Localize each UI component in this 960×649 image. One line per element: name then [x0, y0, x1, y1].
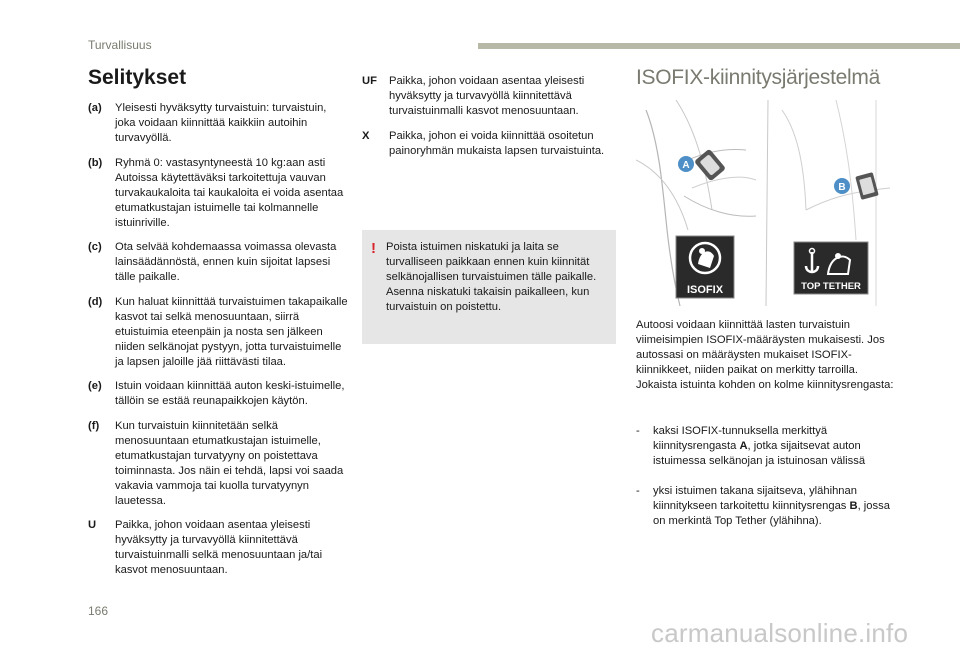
anchor-label-a: A	[739, 440, 748, 452]
anchor-ring-list	[636, 424, 898, 544]
chapter-title: Turvallisuus	[88, 38, 152, 52]
definition-item	[88, 518, 350, 578]
definition-item	[88, 101, 350, 146]
list-item	[636, 424, 898, 469]
warning-box	[362, 230, 616, 344]
definition-text: Kun turvaistuin kiinnitetään selkä menosuuntaan etumatkustajan istuimelle, etumatkustajan turvatyyny on poistettava toiminnasta. Jos näin ei tehdä, lapsi voi saada vakavia vammoja tai kuolla turvatyynyn lauetessa.	[115, 419, 344, 507]
definition-text: Kun haluat kiinnittää turvaistuimen takapaikalle kasvot tai selkä menosuuntaan, siirrä etuistuimia eteenpäin ja nosta sen jälkeen niiden selkänojat pystyyn, jotta turvaistuimelle ja lapsen jaloille jää riittävästi tilaa.	[115, 295, 348, 368]
definition-text: Paikka, johon voidaan asentaa yleisesti hyväksytty ja turvavyöllä kiinnitettävä turvaistuinmalli kasvot menosuuntaan.	[389, 75, 585, 117]
definition-key: X	[362, 130, 370, 142]
header-bar	[478, 43, 960, 49]
definition-key: U	[88, 519, 97, 531]
top-tether-badge	[794, 242, 868, 294]
definition-text: Yleisesti hyväksytty turvaistuin: turvaistuin, joka voidaan kiinnittää kaikkiin autoihin turvavyöllä.	[115, 102, 327, 144]
definition-key: UF	[362, 75, 377, 87]
definitions-list	[88, 101, 350, 588]
isofix-title: ISOFIX-kiinnitysjärjestelmä	[636, 66, 880, 89]
definition-item	[88, 240, 350, 285]
isofix-description: Autoosi voidaan kiinnittää lasten turvaistuin viimeisimpien ISOFIX-määräysten mukaisesti. Jos autossasi on määräysten mukaiset ISOFIX-kiinnikkeet, niiden paikat on merkitty tarroilla. Jokaista istuinta kohden on kolme kiinnitysrengasta:	[636, 319, 894, 391]
definition-item	[88, 419, 350, 509]
definition-item	[88, 379, 350, 409]
top-tether-badge-label: TOP TETHER	[801, 281, 861, 292]
definition-item	[88, 156, 350, 231]
definition-item	[362, 74, 612, 119]
definition-text: Paikka, johon voidaan asentaa yleisesti hyväksytty ja turvavyöllä kiinnitettävä turvaistuinmalli selkä menosuuntaan ja/tai kasvot menosuuntaan.	[115, 519, 323, 576]
isofix-badge-label: ISOFIX	[686, 284, 724, 296]
definitions-list-continued	[362, 74, 612, 169]
marker-b-label: B	[838, 182, 846, 193]
watermark: carmanualsonline.info	[651, 618, 909, 648]
isofix-badge	[676, 236, 734, 298]
warning-text: Poista istuimen niskatuki ja laita se turvalliseen paikkaan ennen kuin kiinnität selkänojallisen turvaistuimen tälle paikalle.	[386, 241, 597, 283]
definition-key: (a)	[88, 102, 102, 114]
definition-text: Ryhmä 0: vastasyntyneestä 10 kg:aan asti Autoissa käytettäväksi tarkoitettuja vauvan turvakaukaloita tai kaukaloita ei voida asentaa etumatkustajan istuimelle tai kolmannelle istuinriville.	[115, 156, 344, 229]
warning-icon: !	[371, 240, 376, 257]
definition-key: (d)	[88, 295, 103, 308]
definition-key: (f)	[88, 419, 100, 432]
definition-key: (c)	[88, 241, 102, 253]
list-item-text: kaksi ISOFIX-tunnuksella merkittyä kiinnitysrengasta A, jotka sijaitsevat auton istuimessa selkänojan ja istuinosan välissä	[653, 425, 866, 467]
definition-text: Ota selvää kohdemaassa voimassa olevasta lainsäädännöstä, ennen kuin sijoitat lapsesi tälle paikalle.	[115, 241, 337, 283]
section-title: Selitykset	[88, 66, 187, 89]
list-item	[636, 484, 898, 529]
definition-key: (b)	[88, 156, 103, 169]
isofix-illustration	[636, 100, 890, 306]
definition-item	[88, 295, 350, 370]
definition-key: (e)	[88, 380, 102, 392]
definition-text: Istuin voidaan kiinnittää auton keski-istuimelle, tällöin se estää reunapaikkojen käytön.	[115, 380, 345, 407]
anchor-label-b: B	[849, 500, 858, 512]
list-dash: -	[636, 485, 640, 497]
list-dash: -	[636, 425, 640, 437]
marker-a-label: A	[682, 160, 690, 171]
page-number: 166	[88, 604, 109, 618]
list-item-text: yksi istuimen takana sijaitseva, ylähihnan kiinnitykseen tarkoitettu kiinnitysrengas B, jossa on merkintä Top Tether (ylähihna).	[653, 485, 890, 527]
definition-text: Paikka, johon ei voida kiinnittää osoitetun painoryhmän mukaista lapsen turvaistuinta.	[389, 130, 605, 157]
definition-item	[362, 129, 612, 159]
warning-text: Asenna niskatuki takaisin paikalleen, kun turvaistuin on poistettu.	[386, 286, 590, 313]
